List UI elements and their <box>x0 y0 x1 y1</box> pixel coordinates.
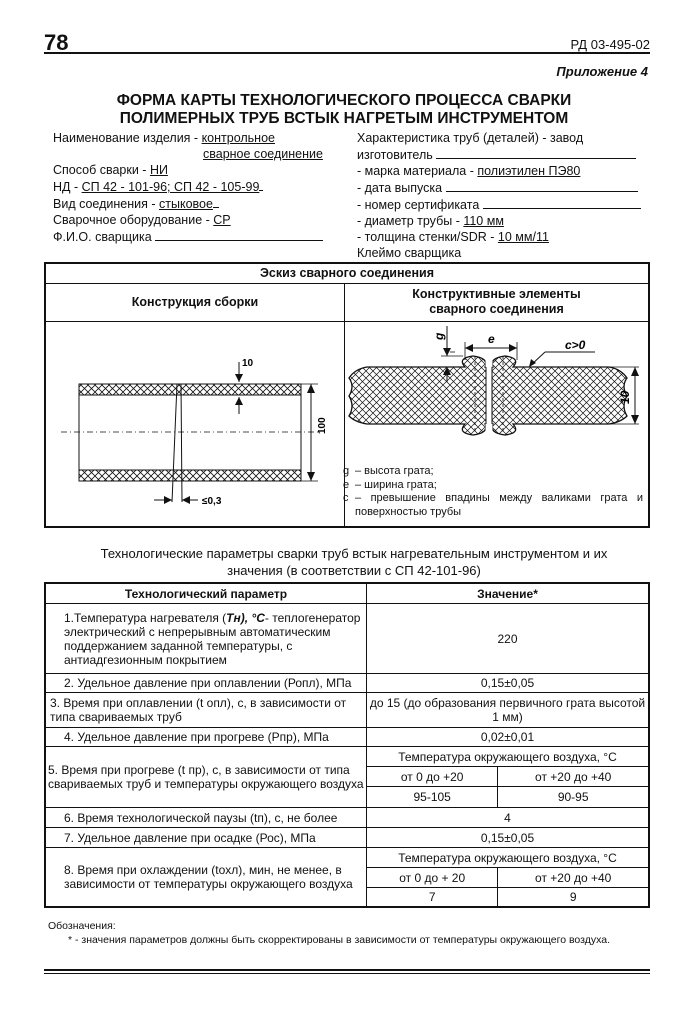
table-row <box>45 808 649 828</box>
wall-field <box>357 229 652 245</box>
params-caption <box>44 545 664 579</box>
form-fields-left <box>53 130 343 245</box>
params-caption-line1: Технологические параметры сварки труб встык нагревательным инструментом и их <box>100 546 608 561</box>
params-caption-line2: значения (в соответствии с СП 42-101-96) <box>227 563 481 578</box>
param-text-cont: - теплогенератор электрический с непрерывным автоматическим поддержанием заданной температуры, с антиадгезионным покрытием <box>64 610 361 667</box>
param-heat-time: 5. Время при прогреве (t пр), с, в зависимости от типа свариваемых труб и температуры окружающего воздуха <box>45 747 367 808</box>
cooling-time-range-2: от +20 до +40 <box>498 868 649 888</box>
diameter-field <box>357 213 652 229</box>
manufacturer-blank <box>436 146 636 159</box>
welder-label: Ф.И.О. сварщика <box>53 230 152 244</box>
parameters-table <box>44 582 650 908</box>
heat-time-air-temp-header: Температура окружающего воздуха, °С <box>367 747 650 767</box>
equipment-label: Сварочное оборудование - <box>53 213 214 227</box>
dimension-e-label: e <box>488 332 495 346</box>
product-field-cont <box>53 146 343 162</box>
header-rule <box>44 52 650 54</box>
param-heat-pressure: 4. Удельное давление при прогреве (Рпр), МПа <box>45 728 367 747</box>
gap-line-right <box>181 384 182 502</box>
cert-blank <box>483 196 641 209</box>
date-label: - дата выпуска <box>357 181 443 195</box>
nd-field <box>53 178 343 195</box>
table-row <box>45 674 649 693</box>
cert-label: - номер сертификата <box>357 198 480 212</box>
heat-time-value-1: 95-105 <box>367 787 498 808</box>
pipe-wall-top <box>79 384 301 395</box>
param-cooling-time: 8. Время при охлаждении (toxл), мин, не менее, в зависимости от температуры окружающего воздуха <box>45 848 367 907</box>
nd-value: СП 42 - 101-96; СП 42 - 105-99 <box>81 180 260 194</box>
gap-dimension-label: ≤0,3 <box>202 496 222 507</box>
dimension-c-label: c>0 <box>565 338 586 352</box>
value-melt-time: до 15 (до образования первичного грата высотой 1 мм) <box>367 693 650 728</box>
legend-text: – превышение впадины между валиками грата и поверхностью трубы <box>355 492 643 518</box>
table-row <box>45 728 649 747</box>
footer-rule-thin <box>44 973 650 974</box>
joint-elements-drawing <box>345 322 648 464</box>
param-upset-pressure: 7. Удельное давление при осадке (Рос), МПа <box>45 828 367 848</box>
diameter-label: - диаметр трубы - <box>357 214 464 228</box>
stamp-field: Клеймо сварщика <box>357 246 462 260</box>
equipment-value: СР <box>213 213 231 227</box>
joint-elements-header-line2: сварного соединения <box>429 302 564 316</box>
param-column-header: Технологический параметр <box>45 583 367 604</box>
value-melt-pressure: 0,15±0,05 <box>367 674 650 693</box>
grade-field <box>357 163 652 179</box>
wall-label: - толщина стенки/SDR - <box>357 230 498 244</box>
form-title-line2: ПОЛИМЕРНЫХ ТРУБ ВСТЫК НАГРЕТЫМ ИНСТРУМЕНТОМ <box>119 110 569 127</box>
legend-key: e <box>343 478 350 491</box>
assembly-drawing <box>46 322 344 526</box>
cooling-time-range-1: от 0 до + 20 <box>367 868 498 888</box>
equipment-field <box>53 212 343 228</box>
document-code: РД 03-495-02 <box>570 37 650 52</box>
date-field <box>357 179 652 196</box>
product-value-2: сварное соединение <box>203 147 323 161</box>
legend-item-e <box>343 479 643 493</box>
product-label: Наименование изделия - <box>53 131 202 145</box>
legend-item-g <box>343 465 643 479</box>
heat-time-range-1: от 0 до +20 <box>367 767 498 787</box>
param-heater-temp <box>45 604 367 674</box>
joint-label: Вид соединения - <box>53 197 159 211</box>
heat-time-range-2: от +20 до +40 <box>498 767 649 787</box>
joint-field <box>53 195 343 212</box>
form-title <box>44 92 644 128</box>
joint-value: стыковое <box>159 197 213 211</box>
grade-value: полиэтилен ПЭ80 <box>477 164 581 178</box>
param-text: 1.Температура нагревателя ( <box>64 610 227 625</box>
table-row <box>45 848 649 868</box>
dimension-100-label: 100 <box>317 417 328 434</box>
cooling-time-value-2: 9 <box>498 888 649 907</box>
method-label: Способ сварки - <box>53 163 150 177</box>
cert-field <box>357 196 652 213</box>
table-row <box>45 828 649 848</box>
method-field <box>53 162 343 178</box>
wall-value: 10 мм/11 <box>497 230 549 244</box>
heat-time-value-2: 90-95 <box>498 787 649 808</box>
param-melt-time: 3. Время при оплавлении (t опл), с, в зависимости от типа свариваемых труб <box>45 693 367 728</box>
param-melt-pressure: 2. Удельное давление при оплавлении (Ропл), МПа <box>45 674 367 693</box>
legend-key: c <box>343 492 349 504</box>
pipe-wall-bottom <box>79 470 301 481</box>
gap-line-left <box>172 384 177 502</box>
footer-rule <box>44 969 650 971</box>
table-row <box>45 693 649 728</box>
legend-item-c <box>343 492 643 519</box>
assembly-header: Конструкция сборки <box>131 295 259 309</box>
param-pause-time: 6. Время технологической паузы (tп), с, не более <box>45 808 367 828</box>
characteristic-line1: Характеристика труб (деталей) - завод <box>357 131 584 145</box>
joint-elements-header-line1: Конструктивные элементы <box>412 287 581 301</box>
page-number: 78 <box>44 30 69 55</box>
nd-label: НД - <box>53 180 82 194</box>
sketch-table <box>44 262 650 528</box>
product-field <box>53 130 343 146</box>
value-column-header: Значение* <box>367 583 650 604</box>
param-symbol: Тн), <box>226 610 252 625</box>
table-header-row <box>45 583 649 604</box>
form-fields-right <box>357 130 652 261</box>
sketch-title: Эскиз сварного соединения <box>46 264 648 284</box>
table-row <box>45 604 649 674</box>
value-heater-temp: 220 <box>367 604 650 674</box>
dimension-10-label: 10 <box>242 358 254 369</box>
dimension-10-wall-label: 10 <box>618 390 632 404</box>
form-title-line1: ФОРМА КАРТЫ ТЕХНОЛОГИЧЕСКОГО ПРОЦЕССА СВАРКИ <box>116 92 572 109</box>
characteristic-line2 <box>357 146 652 163</box>
welder-blank <box>155 228 323 241</box>
joint-elements-header <box>345 287 648 317</box>
cooling-time-value-1: 7 <box>367 888 498 907</box>
manufacturer-label: изготовитель <box>357 148 433 162</box>
notes-label: Обозначения: <box>48 920 116 932</box>
value-heat-pressure: 0,02±0,01 <box>367 728 650 747</box>
legend-text: – ширина грата; <box>355 478 437 491</box>
welder-field <box>53 228 343 245</box>
dimension-g-label: g <box>432 332 446 340</box>
grade-label: - марка материала - <box>357 164 478 178</box>
footnote: * - значения параметров должны быть скорректированы в зависимости от температуры окружающего воздуха. <box>68 934 611 946</box>
legend-text: – высота грата; <box>355 465 434 477</box>
param-unit: °С <box>251 610 265 625</box>
legend-key: g <box>343 465 350 477</box>
product-value: контрольное <box>201 131 275 145</box>
method-value: НИ <box>149 163 168 177</box>
cooling-time-air-temp-header: Температура окружающего воздуха, °С <box>367 848 650 868</box>
value-upset-pressure: 0,15±0,05 <box>367 828 650 848</box>
sketch-legend <box>343 465 643 519</box>
diameter-value: 110 мм <box>463 214 504 228</box>
value-pause-time: 4 <box>367 808 650 828</box>
appendix-label: Приложение 4 <box>556 64 648 79</box>
date-blank <box>446 179 638 192</box>
table-row <box>45 747 649 767</box>
